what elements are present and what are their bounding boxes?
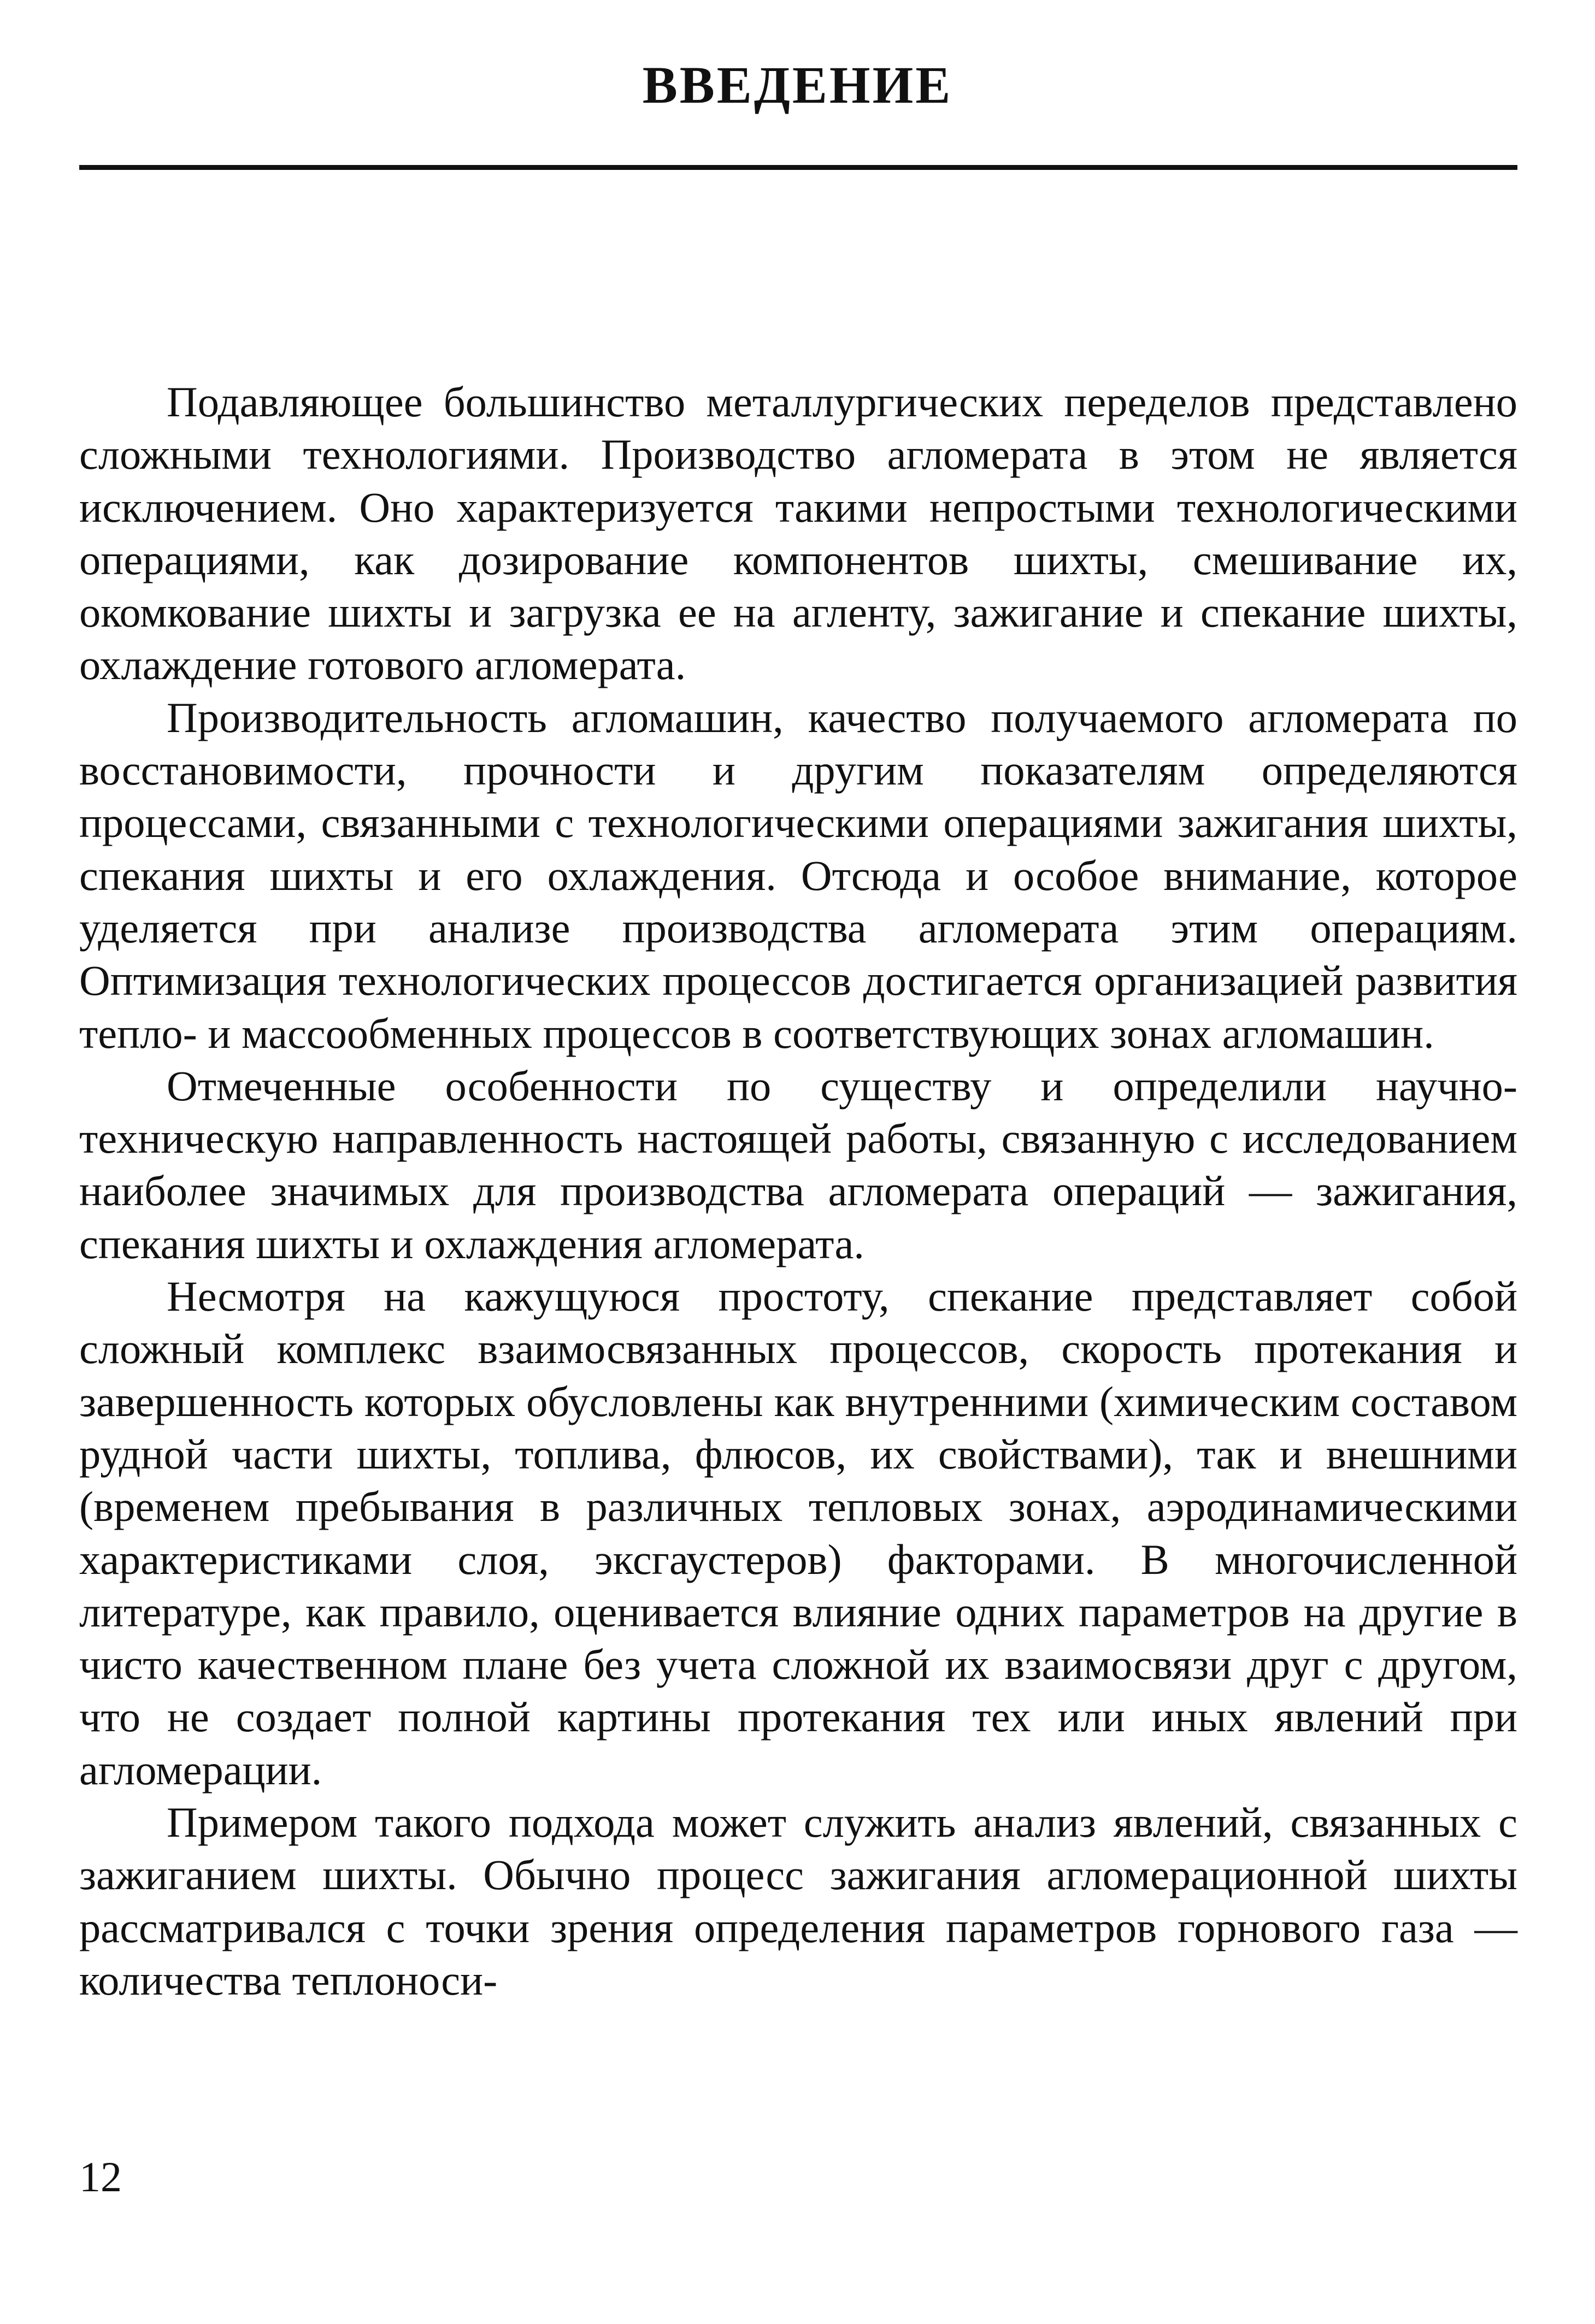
title-divider: [79, 165, 1517, 170]
paragraph: Отмеченные особенности по существу и определили научно-техническую направленность настоящей работы, связанную с исследованием наиболее значимых для производства агломерата операций — зажигания, спекания шихты и охлаждения агломерата.: [79, 1061, 1517, 1267]
paragraph: Несмотря на кажущуюся простоту, спекание представляет собой сложный комплекс взаимосвязанных процессов, скорость протекания и завершенность которых обусловлены как внутренними (химическим составом рудной части шихты, топлива, флюсов, их свойствами), так и внешними (временем пребывания в различных тепловых зонах, аэродинамическими характеристиками слоя, эксгаустеров) факторами. В многочисленной литературе, как правило, оценивается влияние одних параметров на другие в чисто качественном плане без учета сложной их взаимосвязи друг с другом, что не создает полной картины протекания тех или иных явлений при агломерации.: [79, 1272, 1517, 1794]
page-number: 12: [79, 2153, 122, 2201]
paragraph: Подавляющее большинство металлургических переделов представлено сложными технологиями. Производство агломерата в этом не является исключением. Оно характеризуется такими непростыми технологическими операциями, как дозирование компонентов шихты, смешивание их, окомкование шихты и загрузка ее на агленту, зажигание и спекание шихты, охлаждение готового агломерата.: [79, 378, 1517, 689]
body-text: [79, 376, 1517, 2007]
page-title: ВВЕДЕНИЕ: [642, 56, 953, 114]
paragraph: Производительность агломашин, качество получаемого агломерата по восстановимости, прочности и другим показателям определяются процессами, связанными с технологическими операциями зажигания шихты, спекания шихты и его охлаждения. Отсюда и особое внимание, которое уделяется при анализе производства агломерата этим операциям. Оптимизация технологических процессов достигается организацией развития тепло- и массообменных процессов в соответствующих зонах агломашин.: [79, 693, 1517, 1057]
paragraph: Примером такого подхода может служить анализ явлений, связанных с зажиганием шихты. Обычно процесс зажигания агломерационной шихты рассматривался с точки зрения определения параметров горнового газа — количества теплоноси-: [79, 1798, 1517, 2004]
